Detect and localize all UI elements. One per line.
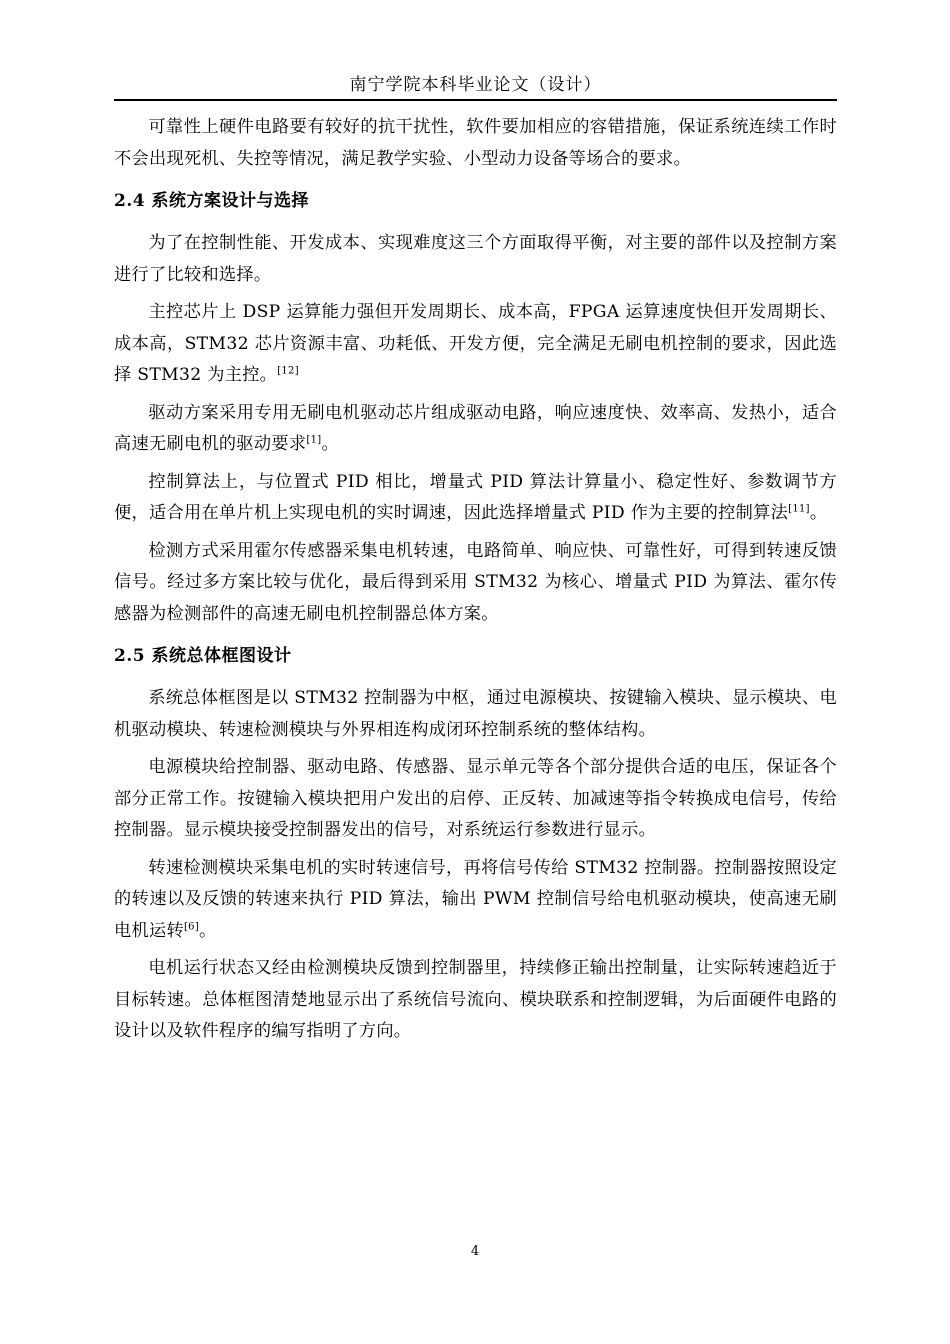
section-heading-2-5: 2.5 系统总体框图设计 (114, 646, 292, 666)
paragraph-main-chip (114, 297, 837, 392)
citation-6: [6] (183, 920, 200, 932)
citation-11: [11] (788, 503, 810, 515)
paragraph-driver (114, 398, 837, 461)
paragraph-driver-end: 。 (321, 434, 339, 454)
page-header-title: 南宁学院本科毕业论文（设计） (349, 75, 602, 95)
paragraph-tradeoff: 为了在控制性能、开发成本、实现难度这三个方面取得平衡，对主要的部件以及控制方案进行了比较和选择。 (114, 233, 837, 285)
section-heading-2-4: 2.4 系统方案设计与选择 (114, 191, 309, 211)
paragraph-detection: 检测方式采用霍尔传感器采集电机转速，电路简单、响应快、可靠性好，可得到转速反馈信号。经过多方案比较与优化，最后得到采用 STM32 为核心、增量式 PID 为算法、霍尔传感器为检测部件的高速无刷电机控制器总体方案。 (114, 540, 837, 624)
paragraph-speed-detection-end: 。 (199, 920, 217, 941)
paragraph-algorithm-text: 控制算法上，与位置式 PID 相比，增量式 PID 算法计算量小、稳定性好、参数调节方便，适合用在单片机上实现电机的实时调速，因此选择增量式 PID 作为主要的控制算法 (114, 471, 837, 523)
paragraph-speed-detection (114, 853, 837, 948)
citation-12: [12] (277, 365, 299, 377)
citation-1: [1] (306, 434, 322, 446)
header-rule (114, 99, 837, 101)
paragraph-block-diagram: 系统总体框图是以 STM32 控制器为中枢，通过电源模块、按键输入模块、显示模块、电机驱动模块、转速检测模块与外界相连构成闭环控制系统的整体结构。 (114, 688, 837, 740)
paragraph-speed-detection-text: 转速检测模块采集电机的实时转速信号，再将信号传给 STM32 控制器。控制器按照设定的转速以及反馈的转速来执行 PID 算法，输出 PWM 控制信号给电机驱动模块，使高速无刷电机运转 (114, 857, 837, 941)
paragraph-main-chip-text: 主控芯片上 DSP 运算能力强但开发周期长、成本高，FPGA 运算速度快但开发周期长、成本高，STM32 芯片资源丰富、功耗低、开发方便，完全满足无刷电机控制的要求，因此选择 STM32 为主控。 (114, 302, 837, 385)
paragraph-feedback: 电机运行状态又经由检测模块反馈到控制器里，持续修正输出控制量，让实际转速趋近于目标转速。总体框图清楚地显示出了系统信号流向、模块联系和控制逻辑，为后面硬件电路的设计以及软件程序的编写指明了方向。 (114, 958, 837, 1041)
paragraph-reliability: 可靠性上硬件电路要有较好的抗干扰性，软件要加相应的容错措施，保证系统连续工作时不会出现死机、失控等情况，满足教学实验、小型动力设备等场合的要求。 (114, 117, 837, 169)
paragraph-power-module: 电源模块给控制器、驱动电路、传感器、显示单元等各个部分提供合适的电压，保证各个部分正常工作。按键输入模块把用户发出的启停、正反转、加减速等指令转换成电信号，传给控制器。显示模块接受控制器发出的信号，对系统运行参数进行显示。 (114, 757, 837, 840)
paragraph-driver-text: 驱动方案采用专用无刷电机驱动芯片组成驱动电路，响应速度快、效率高、发热小，适合高速无刷电机的驱动要求 (114, 402, 837, 454)
page-body (114, 112, 837, 1048)
paragraph-algorithm-end: 。 (809, 503, 828, 523)
paragraph-algorithm (114, 467, 837, 530)
page-number: 4 (470, 1244, 480, 1259)
